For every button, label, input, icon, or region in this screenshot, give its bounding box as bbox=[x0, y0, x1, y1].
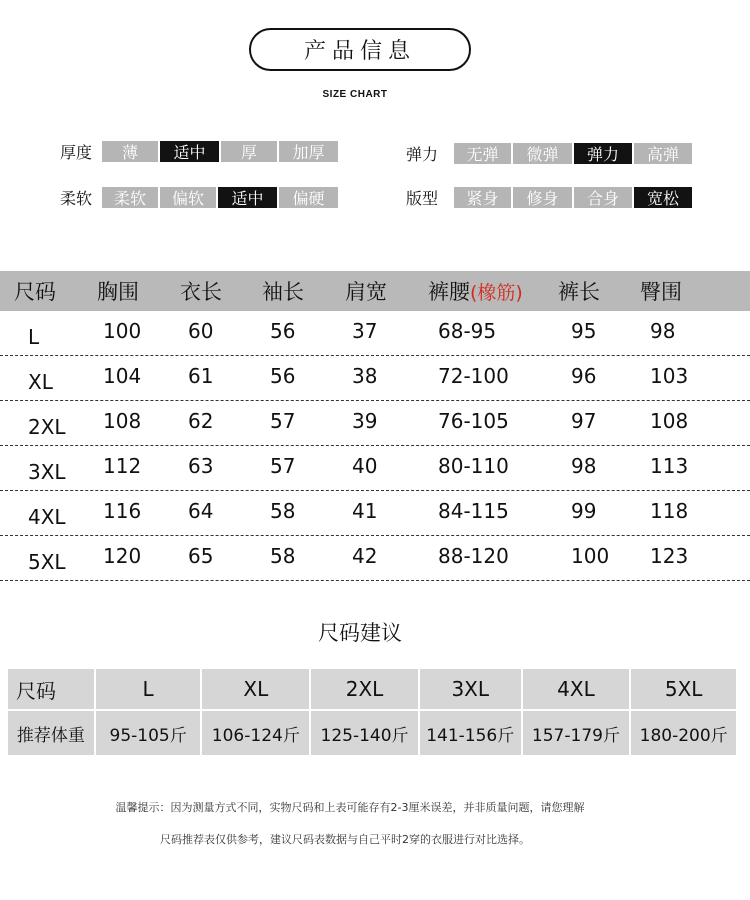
attr-label: 弹力 bbox=[406, 144, 439, 164]
attr-option-selected: 适中 bbox=[160, 141, 219, 162]
recommendation-title: 尺码建议 bbox=[318, 621, 402, 645]
attr-softness bbox=[60, 186, 340, 208]
col-header-chest: 胸围 bbox=[97, 280, 139, 304]
cell-chest: 120 bbox=[103, 544, 142, 568]
size-table-body bbox=[0, 311, 750, 581]
cell-sleeve: 56 bbox=[270, 364, 296, 388]
attr-label: 版型 bbox=[406, 188, 439, 208]
cell-sleeve: 58 bbox=[270, 499, 296, 523]
cell-chest: 116 bbox=[103, 499, 142, 523]
cell-waist: 88-120 bbox=[438, 544, 509, 568]
note-measurement: 温馨提示：因为测量方式不同，实物尺码和上表可能存有2-3厘米误差，并非质量问题，请您理解 bbox=[115, 801, 585, 814]
col-header-waist bbox=[428, 276, 523, 306]
size-table-row bbox=[0, 491, 750, 536]
weight-cell: 157-179斤 bbox=[523, 711, 630, 755]
cell-sleeve: 58 bbox=[270, 544, 296, 568]
cell-hip: 98 bbox=[650, 319, 676, 343]
cell-shoulder: 39 bbox=[352, 409, 378, 433]
attr-option: 紧身 bbox=[454, 187, 511, 208]
cell-size: 5XL bbox=[28, 550, 66, 574]
cell-shoulder: 42 bbox=[352, 544, 378, 568]
size-table-row bbox=[0, 536, 750, 581]
weight-table-header bbox=[8, 669, 738, 711]
weight-cell: 95-105斤 bbox=[96, 711, 201, 755]
cell-waist: 80-110 bbox=[438, 454, 509, 478]
cell-waist: 72-100 bbox=[438, 364, 509, 388]
cell-chest: 108 bbox=[103, 409, 142, 433]
attr-label: 柔软 bbox=[60, 188, 93, 208]
weight-header-cell: 5XL bbox=[631, 669, 736, 709]
col-header-sleeve: 袖长 bbox=[262, 280, 304, 304]
size-table bbox=[0, 271, 750, 581]
cell-chest: 104 bbox=[103, 364, 142, 388]
cell-sleeve: 57 bbox=[270, 409, 296, 433]
cell-length: 61 bbox=[188, 364, 214, 388]
cell-size: L bbox=[28, 325, 40, 349]
cell-shoulder: 37 bbox=[352, 319, 378, 343]
cell-sleeve: 57 bbox=[270, 454, 296, 478]
col-header-hip: 臀围 bbox=[640, 280, 682, 304]
attr-option: 修身 bbox=[513, 187, 572, 208]
cell-chest: 112 bbox=[103, 454, 142, 478]
weight-cell: 180-200斤 bbox=[631, 711, 736, 755]
weight-header-cell: 4XL bbox=[523, 669, 630, 709]
elastic-note: (橡筋) bbox=[470, 282, 523, 304]
size-table-row bbox=[0, 401, 750, 446]
weight-header-size: 尺码 bbox=[8, 669, 94, 709]
col-header-pants-length: 裤长 bbox=[558, 280, 600, 304]
attr-option: 薄 bbox=[102, 141, 158, 162]
cell-length: 62 bbox=[188, 409, 214, 433]
attr-fit bbox=[406, 186, 694, 208]
attr-stretch bbox=[406, 142, 694, 164]
cell-pants-length: 96 bbox=[571, 364, 597, 388]
weight-row-label: 推荐体重 bbox=[8, 711, 94, 755]
attr-option: 柔软 bbox=[102, 187, 158, 208]
size-table-header bbox=[0, 271, 750, 311]
attr-option: 微弹 bbox=[513, 143, 572, 164]
attr-option: 加厚 bbox=[279, 141, 338, 162]
page-subtitle: SIZE CHART bbox=[322, 89, 388, 100]
cell-sleeve: 56 bbox=[270, 319, 296, 343]
cell-size: 3XL bbox=[28, 460, 66, 484]
attr-option-selected: 弹力 bbox=[574, 143, 632, 164]
cell-chest: 100 bbox=[103, 319, 142, 343]
size-table-row bbox=[0, 311, 750, 356]
cell-waist: 68-95 bbox=[438, 319, 497, 343]
cell-length: 60 bbox=[188, 319, 214, 343]
attr-option: 无弹 bbox=[454, 143, 511, 164]
cell-waist: 84-115 bbox=[438, 499, 509, 523]
cell-length: 65 bbox=[188, 544, 214, 568]
cell-hip: 113 bbox=[650, 454, 689, 478]
cell-shoulder: 40 bbox=[352, 454, 378, 478]
attr-thickness bbox=[60, 140, 340, 162]
attr-option: 偏软 bbox=[160, 187, 216, 208]
weight-cell: 141-156斤 bbox=[420, 711, 521, 755]
cell-pants-length: 97 bbox=[571, 409, 597, 433]
cell-pants-length: 98 bbox=[571, 454, 597, 478]
cell-size: 4XL bbox=[28, 505, 66, 529]
col-header-length: 衣长 bbox=[180, 280, 222, 304]
waist-label: 裤腰 bbox=[428, 280, 470, 304]
col-header-size: 尺码 bbox=[14, 280, 56, 304]
weight-cell: 106-124斤 bbox=[202, 711, 309, 755]
size-table-row bbox=[0, 446, 750, 491]
cell-hip: 123 bbox=[650, 544, 689, 568]
attr-option-selected: 宽松 bbox=[634, 187, 692, 208]
cell-shoulder: 38 bbox=[352, 364, 378, 388]
col-header-shoulder: 肩宽 bbox=[345, 280, 387, 304]
size-table-row bbox=[0, 356, 750, 401]
weight-table bbox=[8, 669, 738, 757]
cell-hip: 108 bbox=[650, 409, 689, 433]
weight-header-cell: 2XL bbox=[311, 669, 418, 709]
cell-size: XL bbox=[28, 370, 53, 394]
cell-hip: 118 bbox=[650, 499, 689, 523]
weight-header-cell: L bbox=[96, 669, 201, 709]
attr-option: 厚 bbox=[221, 141, 277, 162]
attr-option-selected: 适中 bbox=[218, 187, 277, 208]
weight-header-cell: XL bbox=[202, 669, 309, 709]
cell-length: 64 bbox=[188, 499, 214, 523]
cell-hip: 103 bbox=[650, 364, 689, 388]
cell-length: 63 bbox=[188, 454, 214, 478]
cell-pants-length: 100 bbox=[571, 544, 610, 568]
page-title: 产品信息 bbox=[303, 39, 416, 64]
weight-header-cell: 3XL bbox=[420, 669, 521, 709]
title-pill bbox=[249, 28, 471, 71]
attr-option: 高弹 bbox=[634, 143, 692, 164]
cell-waist: 76-105 bbox=[438, 409, 509, 433]
attr-label: 厚度 bbox=[60, 142, 93, 162]
weight-cell: 125-140斤 bbox=[311, 711, 418, 755]
attr-option: 偏硬 bbox=[279, 187, 338, 208]
weight-table-row bbox=[8, 711, 738, 757]
cell-size: 2XL bbox=[28, 415, 66, 439]
cell-shoulder: 41 bbox=[352, 499, 378, 523]
note-reference: 尺码推荐表仅供参考，建议尺码表数据与自己平时2穿的衣服进行对比选择。 bbox=[160, 833, 530, 846]
attr-option: 合身 bbox=[574, 187, 632, 208]
cell-pants-length: 95 bbox=[571, 319, 597, 343]
cell-pants-length: 99 bbox=[571, 499, 597, 523]
